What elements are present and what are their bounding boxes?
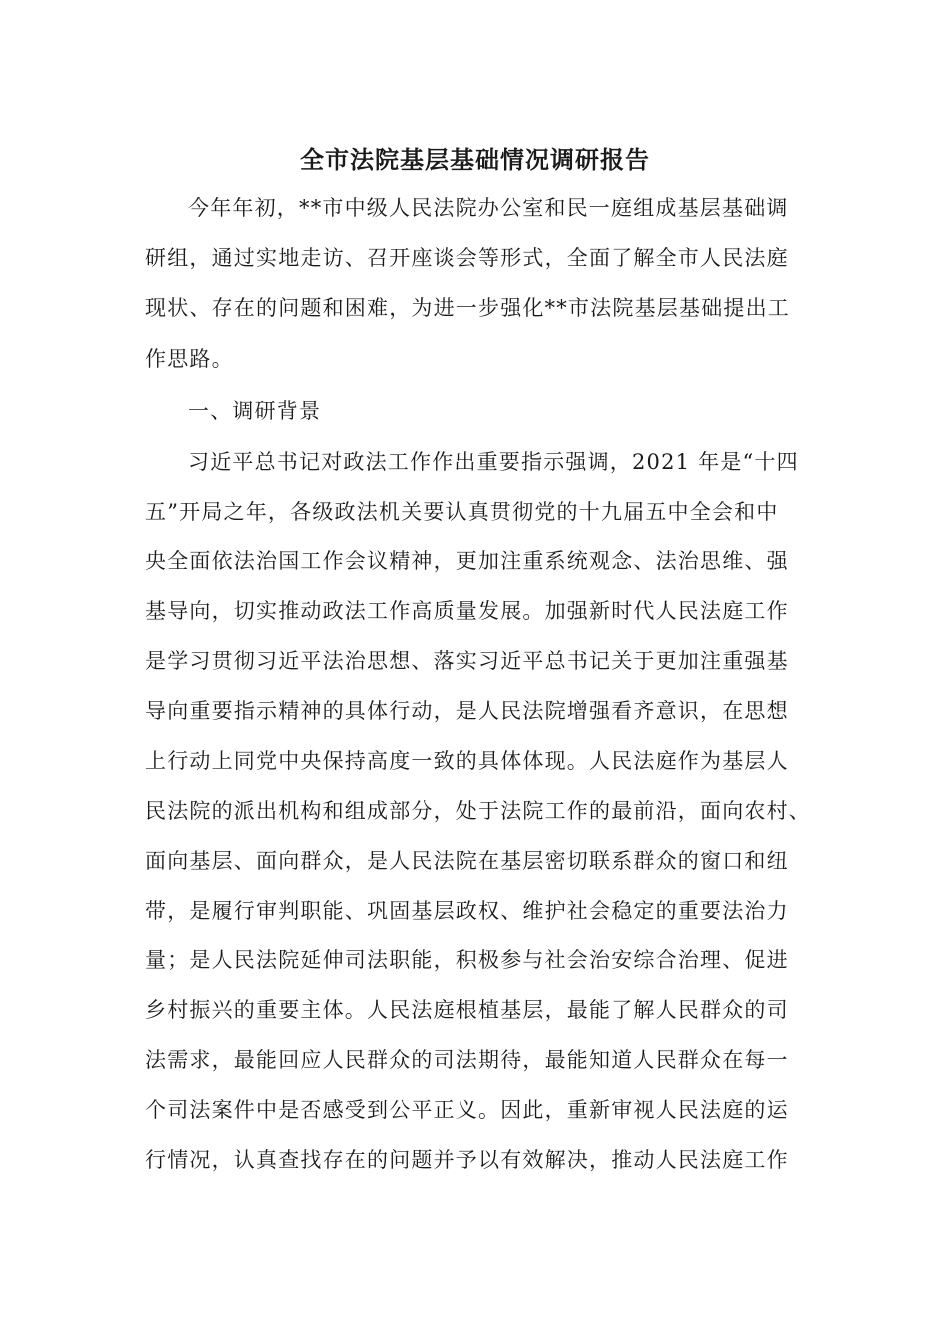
paragraph-line: 民法院的派出机构和组成部分，处于法院工作的最前沿，面向农村、 <box>145 799 811 823</box>
paragraph-line: 央全面依法治国工作会议精神，更加注重系统观念、法治思维、强 <box>145 549 789 573</box>
paragraph-line: 上行动上同党中央保持高度一致的具体体现。人民法庭作为基层人 <box>145 749 789 773</box>
paragraph-line: 行情况，认真查找存在的问题并予以有效解决，推动人民法庭工作 <box>145 1148 789 1172</box>
paragraph-line: 基导向，切实推动政法工作高质量发展。加强新时代人民法庭工作 <box>145 599 789 623</box>
paragraph-line: 个司法案件中是否感受到公平正义。因此，重新审视人民法庭的运 <box>145 1098 789 1122</box>
paragraph-line: 作思路。 <box>145 347 234 371</box>
paragraph-line: 是学习贯彻习近平法治思想、落实习近平总书记关于更加注重强基 <box>145 649 789 673</box>
paragraph-line: 带，是履行审判职能、巩固基层政权、维护社会稳定的重要法治力 <box>145 899 789 923</box>
paragraph-line: 今年年初，**市中级人民法院办公室和民一庭组成基层基础调 <box>188 196 789 220</box>
document-title: 全市法院基层基础情况调研报告 <box>300 145 650 174</box>
section-heading: 一、调研背景 <box>188 399 322 423</box>
paragraph-line: 现状、存在的问题和困难，为进一步强化**市法院基层基础提出工 <box>145 296 790 320</box>
paragraph-line: 习近平总书记对政法工作作出重要指示强调，2021 年是“十四 <box>188 450 799 474</box>
paragraph-line: 导向重要指示精神的具体行动，是人民法院增强看齐意识，在思想 <box>145 699 789 723</box>
paragraph-line: 面向基层、面向群众，是人民法院在基层密切联系群众的窗口和纽 <box>145 849 789 873</box>
paragraph-line: 量；是人民法院延伸司法职能，积极参与社会治安综合治理、促进 <box>145 948 789 972</box>
paragraph-line: 研组，通过实地走访、召开座谈会等形式，全面了解全市人民法庭 <box>145 246 789 270</box>
paragraph-line: 五”开局之年，各级政法机关要认真贯彻党的十九届五中全会和中 <box>145 500 779 524</box>
paragraph-line: 乡村振兴的重要主体。人民法庭根植基层，最能了解人民群众的司 <box>145 998 789 1022</box>
paragraph-line: 法需求，最能回应人民群众的司法期待，最能知道人民群众在每一 <box>145 1048 789 1072</box>
